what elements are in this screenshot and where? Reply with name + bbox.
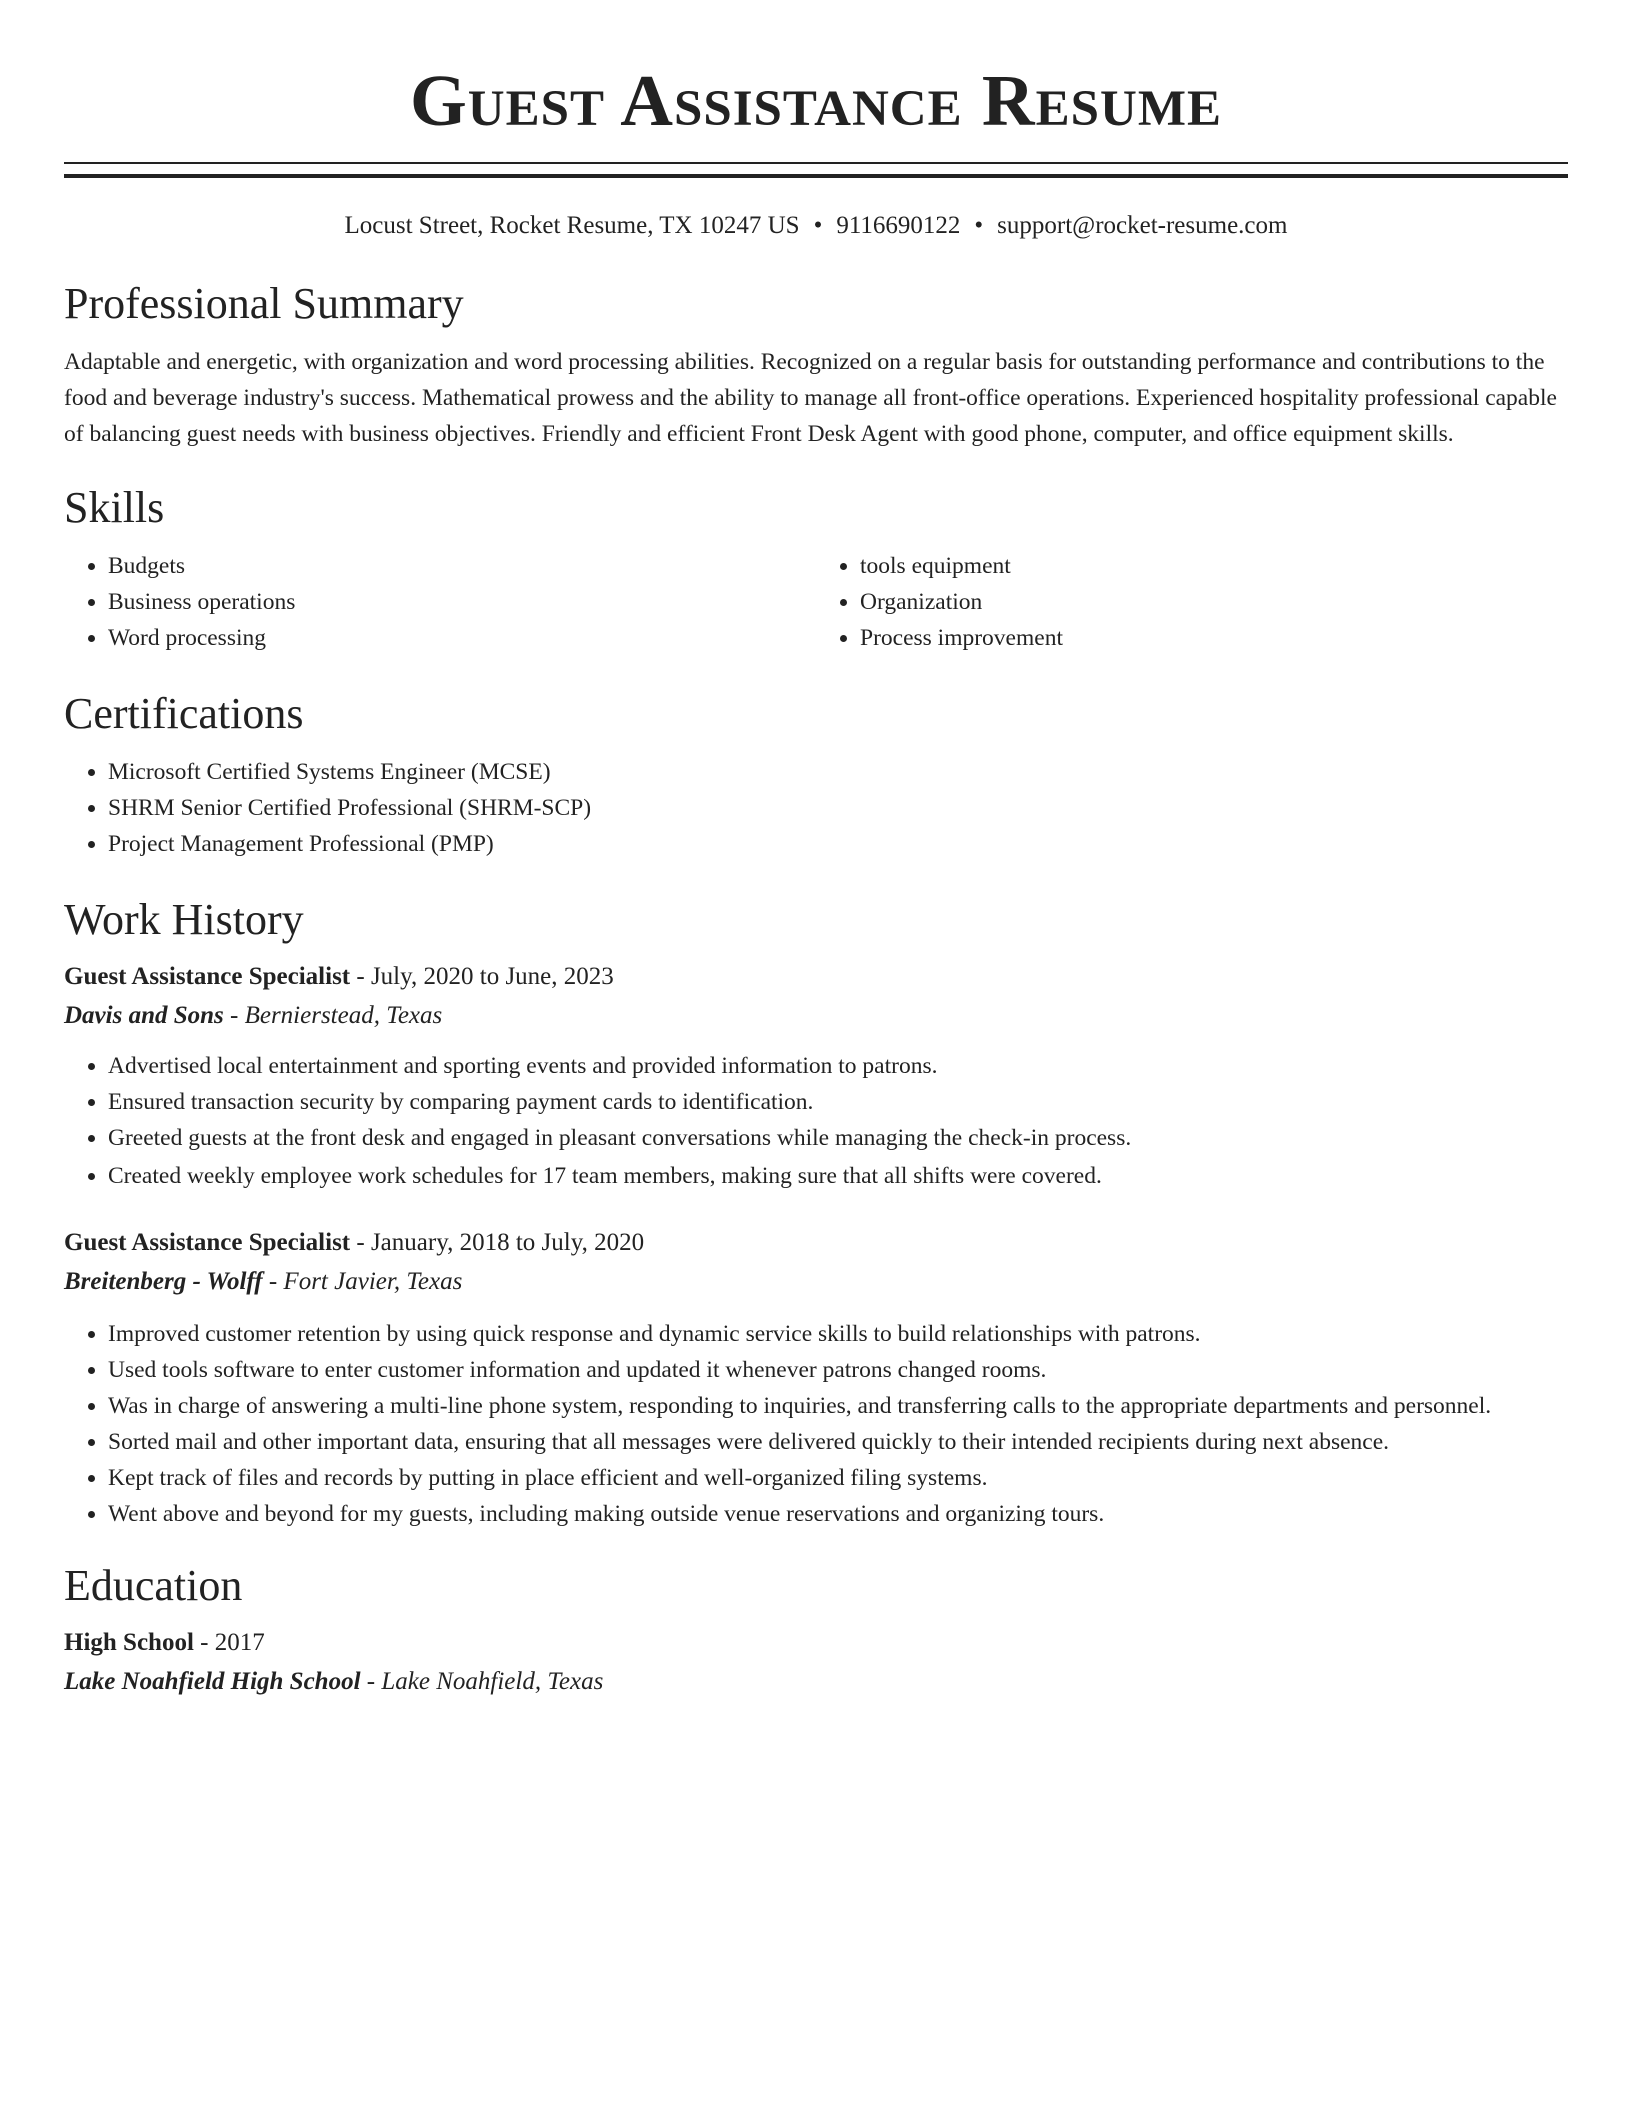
skill-item: • Word processing xyxy=(108,620,816,656)
job-entry xyxy=(64,1224,1568,1532)
education-year: - 2017 xyxy=(193,1629,265,1656)
education-school: Lake Noahfield High School xyxy=(64,1668,361,1695)
job-dates: - January, 2018 to July, 2020 xyxy=(350,1229,645,1256)
skills-section xyxy=(64,480,1568,656)
job-bullet: • Ensured transaction security by comparing payment cards to identification. xyxy=(108,1084,1568,1120)
skill-item: • tools equipment xyxy=(860,548,1568,584)
job-entry xyxy=(64,958,1568,1194)
certification-item: • SHRM Senior Certified Professional (SHRM-SCP) xyxy=(108,790,1568,826)
work-history-section xyxy=(64,892,1568,1532)
job-role: Guest Assistance Specialist xyxy=(64,963,351,990)
certifications-section xyxy=(64,686,1568,862)
title-double-rule xyxy=(64,162,1568,178)
section-heading-skills: Skills xyxy=(64,483,165,532)
skills-grid xyxy=(64,548,1568,656)
skill-item: • Organization xyxy=(860,584,1568,620)
skills-list-left xyxy=(64,548,816,656)
education-degree-line xyxy=(64,1624,1568,1662)
job-company: Davis and Sons xyxy=(64,1002,224,1029)
contact-phone: 9116690122 xyxy=(836,212,961,239)
resume-title: Guest Assistance Resume xyxy=(410,60,1222,141)
contact-address: Locust Street, Rocket Resume, TX 10247 US xyxy=(344,212,800,239)
job-location: - Fort Javier, Texas xyxy=(262,1268,463,1295)
job-bullet: • Improved customer retention by using quick response and dynamic service skills to build relationships with patrons. xyxy=(108,1316,1568,1352)
job-bullet: • Was in charge of answering a multi-line phone system, responding to inquiries, and transferring calls to the appropriate departments and personnel. xyxy=(108,1388,1568,1424)
job-bullet: • Sorted mail and other important data, ensuring that all messages were delivered quickly to their intended recipients during next absence. xyxy=(108,1424,1568,1460)
section-heading-certifications: Certifications xyxy=(64,689,304,738)
job-location: - Bernierstead, Texas xyxy=(223,1002,443,1029)
contact-email: support@rocket-resume.com xyxy=(997,212,1288,239)
education-degree: High School xyxy=(64,1629,194,1656)
job-title-line xyxy=(64,1224,1568,1262)
job-bullet: • Kept track of files and records by putting in place efficient and well-organized filing systems. xyxy=(108,1460,1568,1496)
section-heading-work-history: Work History xyxy=(64,895,304,944)
job-bullet: • Advertised local entertainment and sporting events and provided information to patrons. xyxy=(108,1048,1568,1084)
education-school-line xyxy=(64,1662,1568,1702)
summary-text: Adaptable and energetic, with organization and word processing abilities. Recognized on a regular basis for outstanding performance and contributions to the food and beverage industry's success. Mathematical prowess and the ability to manage all front-office operations. Experienced hospitality professional capable of balancing guest needs with business objectives. Friendly and efficient Front Desk Agent with good phone, computer, and office equipment skills. xyxy=(64,349,1557,447)
section-heading-summary: Professional Summary xyxy=(64,279,464,328)
contact-separator: • xyxy=(813,212,823,239)
job-bullet: • Used tools software to enter customer information and updated it whenever patrons changed rooms. xyxy=(108,1352,1568,1388)
certifications-list xyxy=(64,754,1568,862)
job-company: Breitenberg - Wolff xyxy=(64,1268,263,1295)
job-bullets xyxy=(64,1316,1568,1532)
summary-section xyxy=(64,276,1568,452)
job-dates: - July, 2020 to June, 2023 xyxy=(350,963,614,990)
skill-item: • Business operations xyxy=(108,584,816,620)
skill-item: • Budgets xyxy=(108,548,816,584)
job-role: Guest Assistance Specialist xyxy=(64,1229,351,1256)
job-bullet: • Greeted guests at the front desk and engaged in pleasant conversations while managing the check-in process. xyxy=(108,1120,1568,1156)
job-company-line xyxy=(64,1262,1568,1302)
certification-item: • Microsoft Certified Systems Engineer (MCSE) xyxy=(108,754,1568,790)
education-section xyxy=(64,1558,1568,1702)
job-bullet: • Went above and beyond for my guests, including making outside venue reservations and organizing tours. xyxy=(108,1496,1568,1532)
job-title-line xyxy=(64,958,1568,996)
skill-item: • Process improvement xyxy=(860,620,1568,656)
section-heading-education: Education xyxy=(64,1561,243,1610)
contact-line xyxy=(64,208,1568,244)
job-company-line xyxy=(64,996,1568,1036)
job-bullets xyxy=(64,1048,1568,1194)
skills-list-right xyxy=(816,548,1568,656)
certification-item: • Project Management Professional (PMP) xyxy=(108,826,1568,862)
contact-separator: • xyxy=(974,212,984,239)
job-bullet: • Created weekly employee work schedules for 17 team members, making sure that all shifts were covered. xyxy=(108,1158,1568,1194)
education-location: - Lake Noahfield, Texas xyxy=(360,1668,604,1695)
